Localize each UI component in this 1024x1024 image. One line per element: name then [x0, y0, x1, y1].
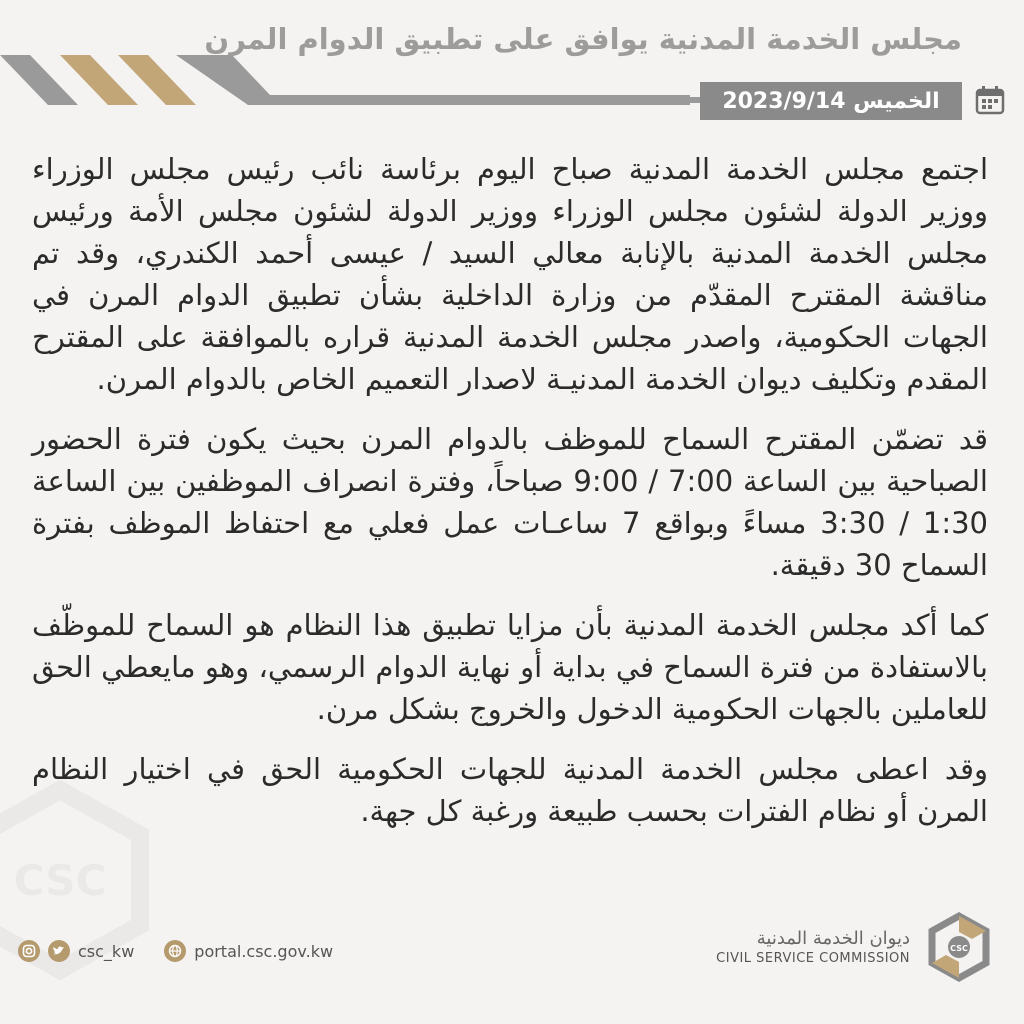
paragraph-2: قد تضمّن المقترح السماح للموظف بالدوام المرن بحيث يكون فترة الحضور الصباحية بين الساعة 7:00 / 9:00 صباحاً، وفترة انصراف الموظفين بين الساعة 1:30 / 3:30 مساءً وبواقع 7 ساعـات عمل فعلي مع احتفاظ الموظف بفترة السماح 30 دقيقة. [32, 422, 988, 582]
logo-english-name: CIVIL SERVICE COMMISSION [716, 951, 910, 966]
footer-contacts [18, 940, 333, 962]
instagram-icon[interactable] [18, 940, 40, 962]
logo-arabic-name: ديوان الخدمة المدنية [756, 928, 910, 949]
social-handle[interactable]: csc_kw [78, 941, 135, 961]
paragraph-4: وقد اعطى مجلس الخدمة المدنية للجهات الحكومية الحق في اختيار النظام المرن أو نظام الفترات بحسب طبيعة ورغبة كل جهة. [32, 752, 988, 828]
paragraph-1: اجتمع مجلس الخدمة المدنية صباح اليوم برئاسة نائب رئيس مجلس الوزراء ووزير الدولة لشئون مجلس الوزراء ووزير الدولة لشئون مجلس الأمة ورئيس مجلس الخدمة المدنية بالإنابة معالي السيد / عيسى أحمد الكندري، وقد تم مناقشة المقترح المقدّم من وزارة الداخلية بشأن تطبيق الدوام المرن في الجهات الحكومية، واصدر مجلس الخدمة المدنية قراره بالموافقة على المقترح المقدم وتكليف ديوان الخدمة المدنيـة لاصدار التعميم الخاص بالدوام المرن. [32, 152, 988, 396]
website-link[interactable]: portal.csc.gov.kw [194, 941, 334, 961]
date-badge: الخميس 2023/9/14 [700, 82, 962, 120]
twitter-icon[interactable] [48, 940, 70, 962]
svg-text:CSC: CSC [13, 856, 107, 905]
paragraph-3: كما أكد مجلس الخدمة المدنية بأن مزايا تطبيق هذا النظام هو السماح للموظّف بالاستفادة من فترة السماح في بداية أو نهاية الدوام الرسمي، وهو مايعطي الحق للعاملين بالجهات الحكومية الدخول والخروج بشكل مرن. [32, 608, 988, 726]
headline: مجلس الخدمة المدنية يوافق على تطبيق الدوام المرن [204, 22, 962, 56]
globe-icon[interactable] [164, 940, 186, 962]
calendar-icon [974, 84, 1006, 116]
csc-emblem-icon [924, 912, 994, 982]
emblem-text: CSC [950, 944, 968, 953]
csc-logo [716, 912, 994, 982]
article-body [32, 148, 988, 850]
